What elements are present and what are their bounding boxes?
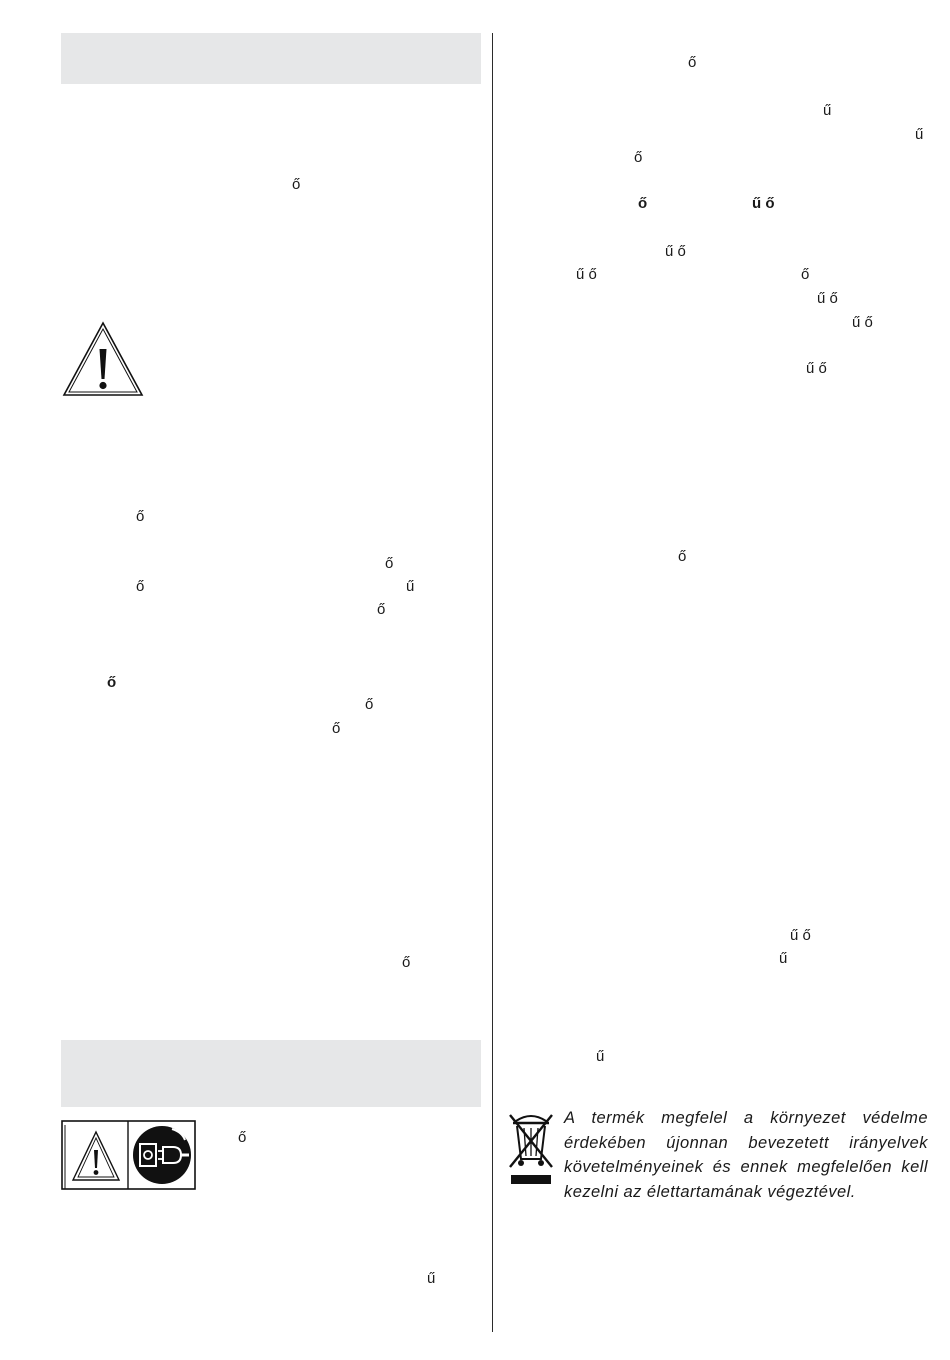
weee-disposal-notice: A termék megfelel a környezet védelme érdekében újonnan bevezetett irányelvek követelményeinek és ennek megfelelően kell kezelni az élettartamának végeztével. [564, 1109, 928, 1201]
text-fragment: ő [638, 195, 648, 212]
text-fragment: ő [365, 696, 374, 713]
unplug-mains-icon [133, 1126, 191, 1184]
text-fragment: ű ő [790, 927, 811, 944]
text-fragment: ű ő [665, 243, 686, 260]
text-fragment: ű [596, 1048, 605, 1065]
unplug-warning-symbol [61, 1120, 196, 1190]
text-fragment: ű ő [806, 360, 827, 377]
text-fragment: ő [136, 578, 145, 595]
text-fragment: ő [678, 548, 687, 565]
text-fragment: ő [332, 720, 341, 737]
text-fragment: ő [292, 176, 301, 193]
text-fragment: ő [238, 1129, 247, 1146]
text-fragment: ű ő [752, 195, 775, 212]
text-fragment: ű [406, 578, 415, 595]
text-fragment: ű [427, 1270, 436, 1287]
text-fragment: ő [688, 54, 697, 71]
text-fragment: ű ő [576, 266, 597, 283]
text-fragment: ő [385, 555, 394, 572]
text-fragment: ő [634, 149, 643, 166]
text-fragment: ő [377, 601, 386, 618]
text-fragment: ő [801, 266, 810, 283]
text-fragment: ő [402, 954, 411, 971]
text-fragment: ű [823, 102, 832, 119]
text-fragment: ű [915, 126, 924, 143]
warning-triangle-icon [62, 321, 144, 397]
text-fragment: ű ő [817, 290, 838, 307]
crossed-out-wheelie-bin-icon [507, 1111, 555, 1187]
text-fragment: ű ő [852, 314, 873, 331]
text-fragment: ű [779, 950, 788, 967]
text-fragment: ő [136, 508, 145, 525]
section-header-band-bottom [61, 1040, 481, 1107]
section-header-band-top [61, 33, 481, 84]
text-fragment: ő [107, 674, 117, 691]
column-divider [492, 33, 493, 1332]
